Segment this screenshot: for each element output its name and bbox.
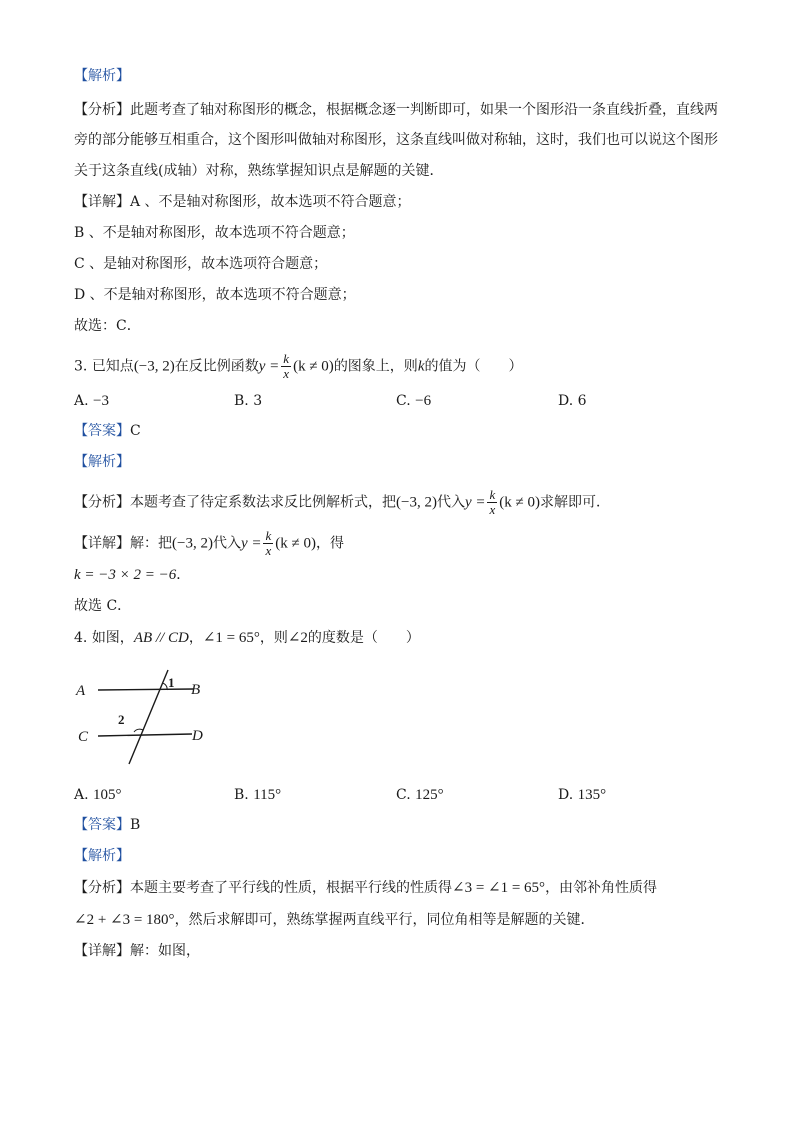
q3-option-a bbox=[74, 391, 109, 411]
option-letter: C. bbox=[396, 393, 411, 409]
q3-func-lhs: y = bbox=[464, 494, 486, 511]
frac-denominator: x bbox=[265, 543, 272, 558]
option-letter: D. bbox=[558, 393, 574, 409]
daan-tag: 【答案】 bbox=[74, 817, 130, 833]
q3-option-b bbox=[234, 391, 262, 411]
label-angle-2: 2 bbox=[118, 712, 125, 727]
q4-analysis-text-2: ，由邻补角性质得 bbox=[545, 880, 658, 896]
q3-calc-expr: k = −3 × 2 = −6 bbox=[74, 567, 177, 583]
fenxi-tag: 【分析】 bbox=[74, 880, 130, 896]
q2-detail-a: A 、不是轴对称图形，故本选项不符合题意； bbox=[130, 194, 411, 210]
frac-numerator: k bbox=[489, 487, 496, 502]
q3-text-4: 的值为（ ） bbox=[424, 358, 523, 375]
q3-condition: (k ≠ 0) bbox=[293, 358, 334, 375]
q3-detail-text-1: 解：把 bbox=[130, 535, 172, 552]
q4-analysis-line-2 bbox=[74, 910, 595, 930]
q3-choose: 故选 C． bbox=[74, 598, 132, 614]
option-letter: D. bbox=[558, 787, 574, 803]
q4-detail bbox=[74, 941, 200, 961]
transversal-line bbox=[129, 670, 168, 764]
q4-number: 4. bbox=[74, 630, 88, 646]
q3-text-1: 已知点 bbox=[91, 358, 134, 375]
frac-numerator: k bbox=[283, 351, 290, 366]
q2-analysis-line-3: 关于这条直线(成轴）对称，熟练掌握知识点是解题的关键． bbox=[74, 163, 444, 179]
q3-fraction bbox=[281, 352, 291, 381]
q3-condition: (k ≠ 0) bbox=[275, 535, 316, 552]
q3-func-lhs: y = bbox=[258, 358, 280, 375]
q4-option-a bbox=[74, 785, 122, 805]
q3-option-c bbox=[396, 391, 431, 411]
q3-point: (−3, 2) bbox=[396, 494, 437, 511]
q4-option-b bbox=[234, 785, 281, 805]
q4-detail-text: 解：如图， bbox=[130, 943, 200, 959]
frac-denominator: x bbox=[489, 502, 496, 517]
q3-analysis-text-3: 求解即可． bbox=[540, 494, 610, 511]
q3-analysis-text-1: 本题考查了待定系数法求反比例解析式，把 bbox=[130, 494, 396, 511]
q3-detail-text-2: 代入 bbox=[212, 535, 241, 552]
q4-jiexi-heading bbox=[74, 846, 130, 866]
option-value: −3 bbox=[93, 393, 109, 409]
fenxi-tag: 【分析】 bbox=[74, 494, 130, 511]
option-letter: A. bbox=[74, 393, 89, 409]
angle-2-arc bbox=[134, 729, 143, 732]
q2-jiexi-heading bbox=[74, 66, 130, 86]
q3-fraction bbox=[263, 529, 273, 558]
q3-fraction bbox=[487, 488, 497, 517]
option-letter: A. bbox=[74, 787, 89, 803]
q2-analysis-line-1 bbox=[74, 100, 718, 120]
option-letter: B. bbox=[234, 787, 249, 803]
label-d: D bbox=[192, 728, 203, 744]
option-value: −6 bbox=[415, 393, 432, 409]
jiexi-tag: 【解析】 bbox=[74, 848, 130, 864]
q3-text-2: 在反比例函数 bbox=[174, 358, 259, 375]
q2-detail-b: B 、不是轴对称图形，故本选项不符合题意； bbox=[74, 225, 355, 241]
q3-analysis-text-2: 代入 bbox=[436, 494, 465, 511]
line-cd bbox=[98, 734, 192, 736]
q4-option-c bbox=[396, 785, 444, 805]
q4-text-1: 如图， bbox=[91, 630, 134, 646]
q4-analysis-text-1: 本题主要考查了平行线的性质，根据平行线的性质得 bbox=[130, 880, 452, 896]
q3-jiexi-heading bbox=[74, 452, 130, 472]
daan-tag: 【答案】 bbox=[74, 423, 130, 439]
option-letter: C. bbox=[396, 787, 411, 803]
option-value: 115° bbox=[253, 787, 282, 803]
label-c: C bbox=[78, 729, 89, 745]
q4-sep: ， bbox=[188, 630, 203, 646]
q4-text-3: 的度数是（ ） bbox=[307, 630, 420, 646]
q3-answer bbox=[74, 421, 141, 441]
frac-numerator: k bbox=[265, 528, 272, 543]
q4-analysis-eq-2: ∠2 + ∠3 = 180° bbox=[74, 912, 175, 928]
q2-analysis-text-1: 此题考查了轴对称图形的概念，根据概念逐一判断即可，如果一个图形沿一条直线折叠，直线两 bbox=[130, 102, 718, 118]
q4-analysis-eq-1: ∠3 = ∠1 = 65° bbox=[452, 880, 546, 896]
jiexi-tag: 【解析】 bbox=[74, 68, 130, 84]
label-angle-1: 1 bbox=[168, 675, 175, 690]
q3-func-lhs: y = bbox=[240, 535, 262, 552]
q3-detail bbox=[74, 529, 344, 558]
xiangjie-tag: 【详解】 bbox=[74, 943, 130, 959]
option-value: 3 bbox=[253, 393, 263, 409]
q4-parallel: AB // CD bbox=[133, 630, 189, 646]
line-ab bbox=[98, 689, 194, 690]
q4-angle1: ∠1 = 65° bbox=[202, 630, 260, 646]
q3-k: k bbox=[417, 358, 425, 375]
label-b: B bbox=[191, 682, 201, 698]
q4-angle2: ∠2 bbox=[287, 630, 308, 646]
q3-option-d bbox=[558, 391, 587, 411]
option-value: 6 bbox=[577, 393, 587, 409]
parallel-lines-figure bbox=[74, 668, 214, 768]
q3-calc-end: ． bbox=[176, 567, 191, 583]
xiangjie-tag: 【详解】 bbox=[74, 535, 130, 552]
fenxi-tag: 【分析】 bbox=[74, 102, 130, 118]
option-value: 125° bbox=[415, 787, 444, 803]
q3-answer-value: C bbox=[130, 423, 141, 439]
q3-condition: (k ≠ 0) bbox=[499, 494, 540, 511]
q3-number: 3. bbox=[74, 358, 88, 375]
q3-point: (−3, 2) bbox=[172, 535, 213, 552]
q3-point: (−3, 2) bbox=[133, 358, 175, 375]
frac-denominator: x bbox=[283, 366, 290, 381]
option-value: 135° bbox=[577, 787, 607, 803]
q3-calc bbox=[74, 565, 190, 585]
q3-detail-text-3: ，得 bbox=[316, 535, 344, 552]
q2-detail-d: D 、不是轴对称图形，故本选项不符合题意； bbox=[74, 287, 356, 303]
q2-choose: 故选：C． bbox=[74, 318, 141, 334]
q2-analysis-line-2: 旁的部分能够互相重合，这个图形叫做轴对称图形，这条直线叫做对称轴，这时，我们也可以说这个图形 bbox=[74, 132, 718, 148]
label-a: A bbox=[76, 683, 86, 699]
q4-answer-value: B bbox=[130, 817, 141, 833]
q4-option-d bbox=[558, 785, 606, 805]
jiexi-tag: 【解析】 bbox=[74, 454, 130, 470]
q4-stem bbox=[74, 628, 420, 648]
q4-answer bbox=[74, 815, 140, 835]
q2-detail-line-a bbox=[74, 192, 411, 212]
q4-analysis-text-3: ，然后求解即可，熟练掌握两直线平行，同位角相等是解题的关键． bbox=[174, 912, 595, 928]
q3-stem bbox=[74, 352, 522, 381]
q3-analysis bbox=[74, 488, 610, 517]
q4-analysis-line-1 bbox=[74, 878, 657, 898]
option-letter: B. bbox=[234, 393, 249, 409]
xiangjie-tag: 【详解】 bbox=[74, 194, 130, 210]
q2-detail-c: C 、是轴对称图形，故本选项符合题意； bbox=[74, 256, 328, 272]
q4-text-2: ，则 bbox=[259, 630, 288, 646]
q3-text-3: 的图象上，则 bbox=[333, 358, 418, 375]
option-value: 105° bbox=[93, 787, 122, 803]
